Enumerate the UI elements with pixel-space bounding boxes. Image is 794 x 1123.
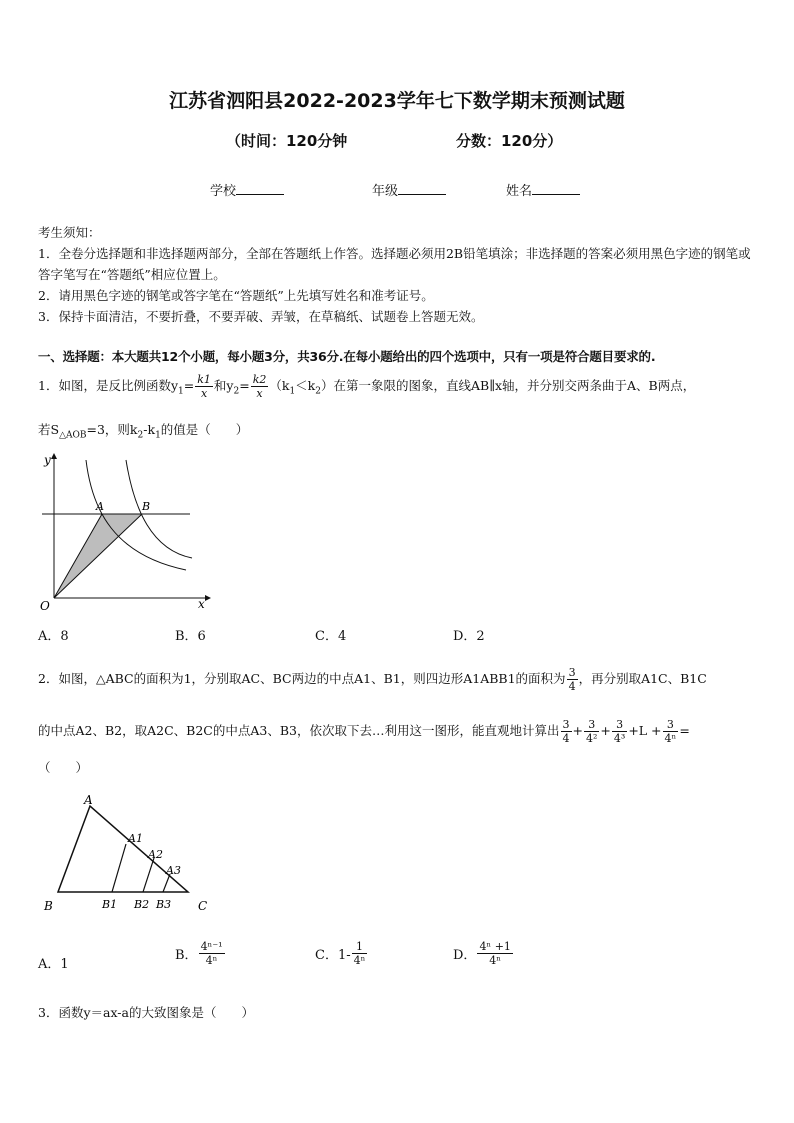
q2-sum-den-n: 4ⁿ xyxy=(664,732,677,745)
q2-option-b-frac xyxy=(199,940,225,967)
q2-option-c-den: 4ⁿ xyxy=(353,954,366,967)
grade-field[interactable] xyxy=(372,180,446,199)
q2-sum-equals: = xyxy=(679,723,690,738)
exam-score: 分数：120分） xyxy=(456,132,563,150)
q1-option-c[interactable]: C．4 xyxy=(315,629,347,644)
q2-option-d[interactable] xyxy=(453,940,514,967)
q1-line2-b: =3，则k xyxy=(86,422,138,437)
grade-blank[interactable] xyxy=(398,182,446,195)
q2-sum-den-2: 4² xyxy=(585,732,598,745)
q2-label-c: C xyxy=(198,899,208,913)
name-blank[interactable] xyxy=(532,182,580,195)
notes-item-3: 3．保持卡面清洁，不要折叠，不要弄破、弄皱，在草稿纸、试题卷上答题无效。 xyxy=(38,309,484,324)
q1-text-e: ）在第一象限的图象，直线AB∥x轴，并分别交两条曲于A、B两点， xyxy=(320,378,696,393)
q2-line1-frac xyxy=(567,666,578,693)
q2-option-d-num: 4ⁿ +1 xyxy=(479,940,511,953)
page-title: 江苏省泗阳县2022-2023学年七下数学期末预测试题 xyxy=(169,90,625,112)
q1-label-o: O xyxy=(40,599,50,613)
q2-option-d-frac xyxy=(477,940,512,967)
q2-sum-num-n: 3 xyxy=(663,718,679,732)
question-2-line1 xyxy=(38,664,760,694)
q2-option-d-prefix: D． xyxy=(453,948,477,963)
q2-option-b[interactable] xyxy=(175,940,226,967)
q2-answer-paren: （ ） xyxy=(38,760,89,775)
q1-figure xyxy=(34,450,214,618)
name-label: 姓名 xyxy=(506,184,533,199)
q1-label-x: x xyxy=(198,597,205,611)
q2-sum-frac-2 xyxy=(584,718,599,745)
q2-sum-num-3: 3 xyxy=(612,718,627,732)
q1-line2-c: -k xyxy=(143,422,156,437)
q1-line2-a: 若S xyxy=(38,422,60,437)
grade-label: 年级 xyxy=(372,184,399,199)
q1-triangle-sub: △AOB xyxy=(59,430,87,441)
q1-label-a: A xyxy=(96,500,104,513)
notes-heading: 考生须知： xyxy=(38,225,101,240)
q2-option-b-den: 4ⁿ xyxy=(205,954,218,967)
q2-sum-plus-1: + xyxy=(572,723,583,738)
q1-option-d[interactable]: D．2 xyxy=(453,629,485,644)
q2-sum-num-2: 3 xyxy=(584,718,599,732)
q2-option-b-prefix: B． xyxy=(175,948,198,963)
notes-block xyxy=(38,222,760,327)
q2-segment-a1b1 xyxy=(112,844,126,892)
question-3: 3．函数y＝ax-a的大致图象是（ ） xyxy=(38,1005,254,1020)
name-field[interactable] xyxy=(506,180,580,199)
q2-line1-tail: ，再分别取A1C、B1C xyxy=(578,671,707,686)
q2-sum-frac-3 xyxy=(612,718,627,745)
q2-sum-frac-n xyxy=(663,718,679,745)
q1-line2-d: 的值是（ ） xyxy=(160,422,249,437)
question-1-line2: 若$S_{\triangle AOB}=3$，则$k_2-k_1$的值是（ ） xyxy=(38,422,249,441)
q2-option-b-num: 4ⁿ⁻¹ xyxy=(200,940,223,953)
q1-frac1-den: x xyxy=(200,387,208,400)
q2-option-c-frac xyxy=(352,940,368,967)
q2-label-b1: B1 xyxy=(102,898,118,911)
q2-sum-plus-2: + xyxy=(600,723,611,738)
q1-frac2-num: k2 xyxy=(252,373,267,386)
q2-label-a1: A1 xyxy=(128,832,143,845)
q2-figure xyxy=(40,792,220,916)
q2-option-c-prefix: C．1- xyxy=(315,948,351,963)
q2-sum-frac-1 xyxy=(561,718,572,745)
q1-triangle-aob xyxy=(54,514,142,598)
q2-line2-text: 的中点A2、B2，取A2C、B2C的中点A3、B3，依次取下去…利用这一图形，能直观地计算出 xyxy=(38,723,560,738)
q1-curve-k2 xyxy=(126,460,192,558)
q1-option-b[interactable]: B．6 xyxy=(175,629,206,644)
q1-frac2 xyxy=(251,373,269,400)
q2-line1-text: 2．如图，△ABC的面积为1，分别取AC、BC两边的中点A1、B1，则四边形A1ABB1的面积为 xyxy=(38,671,566,686)
q1-label-b: B xyxy=(142,500,151,513)
school-label: 学校 xyxy=(210,184,237,199)
q1-text-c: （k xyxy=(269,378,290,393)
q2-sum-num-1: 3 xyxy=(562,718,570,731)
notes-item-1: 1．全卷分选择题和非选择题两部分，全部在答题纸上作答。选择题必须用2B铅笔填涂；非选择题的答案必须用黑色字迹的钢笔或答字笔写在“答题纸”相应位置上。 xyxy=(38,246,751,282)
q1-frac1 xyxy=(195,373,213,400)
q1-text-b: 和y xyxy=(213,378,234,393)
q2-segment-a2b2 xyxy=(143,858,154,892)
school-field[interactable] xyxy=(210,180,284,199)
q2-line1-frac-den: 4 xyxy=(568,680,576,693)
q2-label-b3: B3 xyxy=(156,898,172,911)
q1-frac1-num: k1 xyxy=(197,373,211,386)
q1-label-y: y xyxy=(44,453,51,467)
q1-text-a: 1．如图，是反比例函数y xyxy=(38,378,179,393)
q2-option-d-den: 4ⁿ xyxy=(489,954,502,967)
q2-option-a[interactable]: A．1 xyxy=(38,957,69,972)
q1-option-a[interactable]: A．8 xyxy=(38,629,69,644)
notes-item-2: 2．请用黑色字迹的钢笔或答字笔在“答题纸”上先填写姓名和准考证号。 xyxy=(38,288,434,303)
q2-label-a3: A3 xyxy=(166,864,181,877)
q2-label-a2: A2 xyxy=(148,848,163,861)
exam-time: （时间：120分钟 xyxy=(226,132,348,150)
section-heading: 一、选择题：本大题共12个小题，每小题3分，共36分.在每小题给出的四个选项中，只有一项是符合题目要求的. xyxy=(38,349,656,364)
question-2-line2 xyxy=(38,716,760,746)
q2-label-a: A xyxy=(84,793,93,807)
q2-sum-den-3: 4³ xyxy=(613,732,626,745)
q1-text-d: ＜k xyxy=(295,378,316,393)
q2-option-c-num: 1 xyxy=(352,940,368,954)
school-blank[interactable] xyxy=(236,182,284,195)
q1-frac2-den: x xyxy=(256,387,263,400)
q2-sum-den-1: 4 xyxy=(562,732,570,745)
q2-sum-ellipsis: +L + xyxy=(628,723,662,738)
question-1-line1: 1．如图，是反比例函数$y_1=$ $\frac{k1}{x}$ 和$y_2=$ $\frac{k2}{x}$ $(k_1<k_2)$在第一象限的图象，直线AB∥x轴，并分别交两条曲于A、B两点， xyxy=(38,373,696,400)
q2-line1-frac-num: 3 xyxy=(568,666,576,679)
q2-label-b2: B2 xyxy=(134,898,150,911)
q2-option-c[interactable] xyxy=(315,940,368,967)
q2-label-b: B xyxy=(44,899,53,913)
